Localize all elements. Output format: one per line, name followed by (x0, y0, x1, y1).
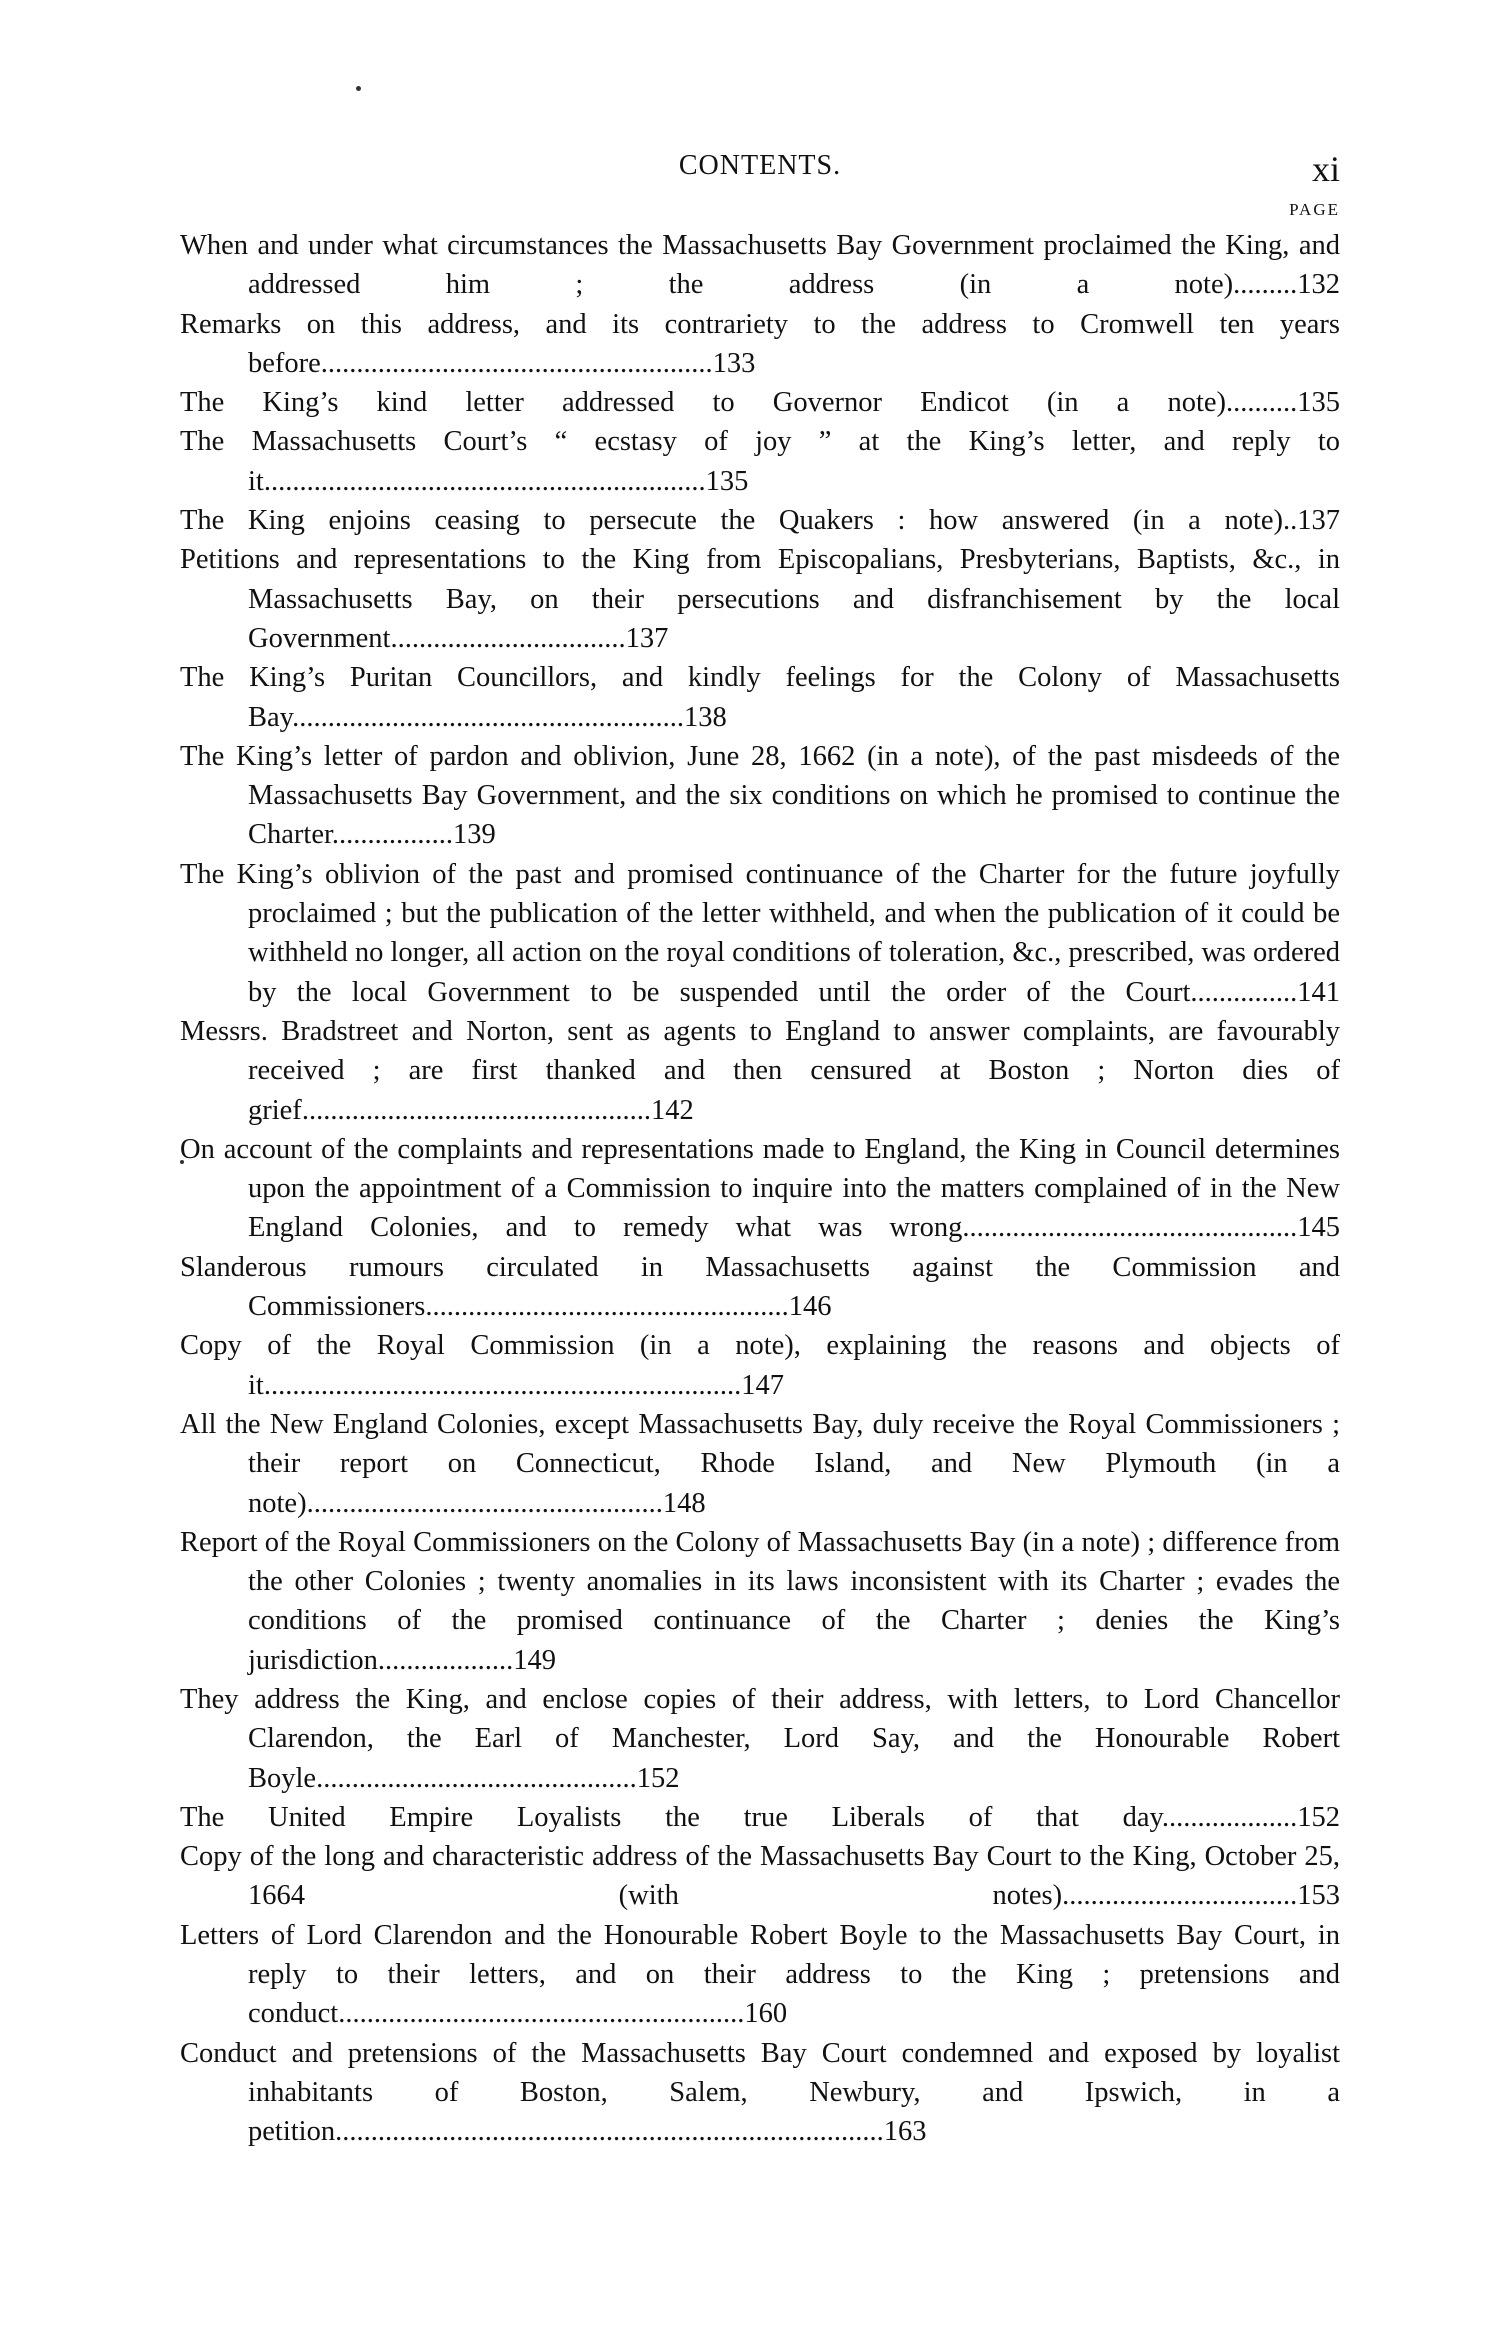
contents-entry (180, 737, 1340, 855)
entry-text: Messrs. Bradstreet and Norton, sent as agents to England to answer complaints, are favourably received ; are first thanked and then censured at Boston ; Norton dies of grief (180, 1015, 1340, 1126)
page-folio: xi (1311, 149, 1340, 189)
dot-leader: ................................. (1062, 1880, 1298, 1912)
stray-ink-mark (356, 86, 361, 91)
contents-entry (180, 1012, 1340, 1130)
dot-leader: ......... (1233, 269, 1298, 301)
dot-leader: ................... (377, 1644, 514, 1676)
page-header (180, 148, 1340, 188)
entry-text: The United Empire Loyalists the true Liberals of that day (180, 1801, 1162, 1833)
entry-text: Conduct and pretensions of the Massachusetts Bay Court condemned and exposed by loyalist inhabitants of Boston, Salem, Newbury, and Ipswich, in a petition (180, 2037, 1340, 2148)
entry-page-number: 145 (1297, 1212, 1340, 1244)
entry-page-number: 138 (683, 701, 727, 733)
dot-leader: ................. (331, 819, 454, 851)
entry-text: The King’s letter of pardon and oblivion, June 28, 1662 (in a note), of the past misdeeds of the Massachusetts Bay Government, and the six conditions on which he promised to continue the Charter (180, 740, 1340, 851)
dot-leader: ................... (1161, 1801, 1298, 1833)
dot-leader: ....................................................... (320, 347, 713, 379)
entry-page-number: 148 (662, 1487, 706, 1519)
page-column-label: PAGE (1289, 200, 1340, 219)
contents-entry (180, 501, 1340, 540)
contents-entry (180, 226, 1340, 305)
entry-text: Slanderous rumours circulated in Massachusetts against the Commission and Commissioners (180, 1251, 1340, 1323)
entry-text: Petitions and representations to the King from Episcopalians, Presbyterians, Baptists, &c., in Massachusetts Bay, on their persecutions and disfranchisement by the local Government (180, 544, 1340, 654)
contents-entry (180, 1523, 1340, 1680)
contents-entry (180, 540, 1340, 658)
entry-page-number: 137 (1297, 505, 1340, 537)
entry-text: Copy of the Royal Commission (in a note), explaining the reasons and objects of it (180, 1330, 1340, 1401)
entry-text: On account of the complaints and representations made to England, the King in Council determines upon the appointment of a Commission to inquire into the matters complained of in the New England Colonies, and to remedy what was wrong (180, 1133, 1340, 1244)
contents-entry (180, 658, 1340, 737)
dot-leader: ................................................................... (263, 1369, 742, 1401)
entry-page-number: 137 (625, 622, 669, 654)
entry-page-number: 147 (741, 1369, 784, 1401)
entry-page-number: 153 (1297, 1880, 1340, 1912)
dot-leader: ............................................... (962, 1212, 1298, 1244)
contents-entry (180, 305, 1340, 384)
entry-page-number: 146 (788, 1291, 832, 1323)
dot-leader: ............................................................................. (335, 2116, 884, 2148)
contents-entry (180, 855, 1340, 1012)
entry-text: When and under what circumstances the Massachusetts Bay Government proclaimed the King, and addressed him ; the address (in a note) (180, 230, 1340, 301)
entry-text: Remarks on this address, and its contrariety to the address to Cromwell ten years before (180, 308, 1340, 379)
entry-text: The King’s Puritan Councillors, and kindly feelings for the Colony of Massachusetts Bay (180, 662, 1340, 733)
dot-leader: ............... (1190, 976, 1298, 1008)
entry-page-number: 163 (883, 2116, 927, 2148)
dot-leader: ....................................................... (292, 701, 684, 733)
entry-text: They address the King, and enclose copies of their address, with letters, to Lord Chancellor Clarendon, the Earl of Manchester, Lord Say, and the Honourable Robert Boyle (180, 1683, 1340, 1794)
entry-text: All the New England Colonies, except Massachusetts Bay, duly receive the Royal Commissioners ; their report on Connecticut, Rhode Island, and New Plymouth (in a note) (180, 1408, 1340, 1519)
dot-leader: ......................................................... (338, 1998, 745, 2030)
entry-page-number: 132 (1297, 269, 1340, 301)
contents-entry (180, 1916, 1340, 2034)
running-title: CONTENTS. (678, 150, 842, 181)
contents-entry (180, 1680, 1340, 1798)
entry-text: Report of the Royal Commissioners on the Colony of Massachusetts Bay (in a note) ; difference from the other Colonies ; twenty anomalies in its laws inconsistent with its Charter ; evades the conditions of the promised continuance of the Charter ; denies the King’s jurisdiction (180, 1526, 1340, 1676)
entry-page-number: 152 (636, 1762, 680, 1794)
dot-leader: ................................................. (301, 1094, 651, 1126)
contents-entry (180, 1130, 1340, 1248)
contents-entry (180, 2034, 1340, 2152)
entry-text: The Massachusetts Court’s “ ecstasy of joy ” at the King’s letter, and reply to it (180, 426, 1340, 497)
dot-leader: .............................................................. (263, 465, 706, 497)
entry-text: Copy of the long and characteristic address of the Massachusetts Bay Court to the King, October 25, 1664 (with notes) (180, 1841, 1340, 1912)
entry-page-number: 142 (650, 1094, 694, 1126)
contents-entry (180, 1798, 1340, 1837)
entry-page-number: 133 (712, 347, 756, 379)
dot-leader: ................................. (390, 622, 626, 654)
entry-page-number: 135 (705, 465, 749, 497)
entry-page-number: 135 (1297, 387, 1340, 419)
entry-page-number: 160 (744, 1998, 788, 2030)
contents-entry (180, 1326, 1340, 1405)
entry-page-number: 152 (1297, 1801, 1340, 1833)
entry-page-number: 149 (513, 1644, 556, 1676)
contents-list (180, 226, 1340, 2152)
dot-leader: ................................................... (425, 1291, 789, 1323)
contents-entry (180, 383, 1340, 422)
dot-leader: ............................................. (316, 1762, 637, 1794)
contents-entry (180, 422, 1340, 501)
entry-text: The King enjoins ceasing to persecute the Quakers : how answered (in a note) (180, 505, 1283, 537)
dot-leader: .......... (1226, 387, 1298, 419)
dot-leader: .. (1283, 505, 1298, 537)
dot-leader: .................................................. (306, 1487, 663, 1519)
entry-page-number: 141 (1297, 976, 1340, 1008)
contents-entry (180, 1405, 1340, 1523)
contents-entry (180, 1248, 1340, 1327)
entry-text: The King’s kind letter addressed to Governor Endicot (in a note) (180, 387, 1226, 419)
contents-entry (180, 1837, 1340, 1916)
entry-text: Letters of Lord Clarendon and the Honourable Robert Boyle to the Massachusetts Bay Court, in reply to their letters, and on their address to the King ; pretensions and conduct (180, 1919, 1340, 2030)
entry-page-number: 139 (453, 819, 496, 851)
entry-text: The King’s oblivion of the past and promised continuance of the Charter for the future joyfully proclaimed ; but the publication of the letter withheld, and when the publication of it could be withheld no longer, all action on the royal conditions of toleration, &c., prescribed, was ordered by the local Government to be suspended until the order of the Court (180, 858, 1340, 1008)
